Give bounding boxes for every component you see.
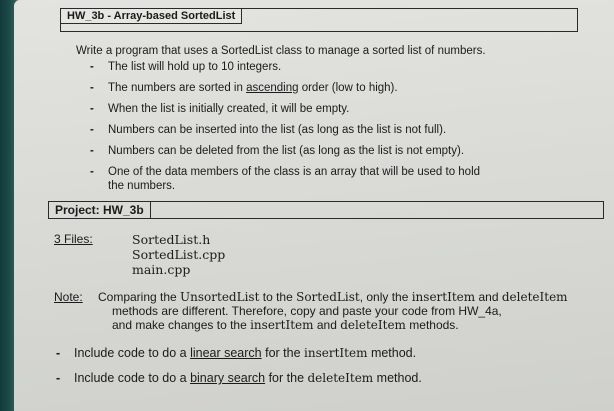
list-item: - Numbers can be deleted from the list (as long as the list is not empty). (90, 145, 465, 157)
note-text: Comparing the UnsortedList to the SortedList, only the insertItem and deleteItem methods are different. Therefore, copy and paste your code from HW_4a, and make changes to the insertItem and deleteItem methods. (98, 290, 568, 332)
tasks-list (54, 346, 422, 396)
list-item: - When the list is initially created, it will be empty. (90, 103, 350, 115)
list-item: - One of the data members of the class is an array that will be used to hold the numbers. (90, 166, 481, 192)
list-item: - Include code to do a linear search for the insertItem method. (56, 346, 417, 360)
list-item: - Include code to do a binary search for the deleteItem method. (56, 371, 422, 385)
intro-text: Write a program that uses a SortedList class to manage a sorted list of numbers. (76, 45, 486, 57)
file-item: main.cpp (132, 262, 191, 277)
assignment-header-box (60, 8, 578, 32)
files-label: 3 Files: (54, 232, 93, 246)
assignment-title: HW_3b - Array-based SortedList (61, 9, 242, 24)
list-item: - Numbers can be inserted into the list (as long as the list is not full). (90, 124, 447, 136)
list-item: - The list will hold up to 10 integers. (90, 61, 282, 73)
requirements-list (88, 60, 568, 200)
files-list (132, 232, 225, 277)
file-item: SortedList.h (132, 232, 211, 247)
project-box (48, 201, 604, 219)
list-item: - The numbers are sorted in ascending order (low to high). (90, 82, 398, 94)
file-item: SortedList.cpp (132, 247, 226, 262)
project-label: Project: HW_3b (49, 202, 151, 218)
note-label: Note: (54, 290, 83, 304)
